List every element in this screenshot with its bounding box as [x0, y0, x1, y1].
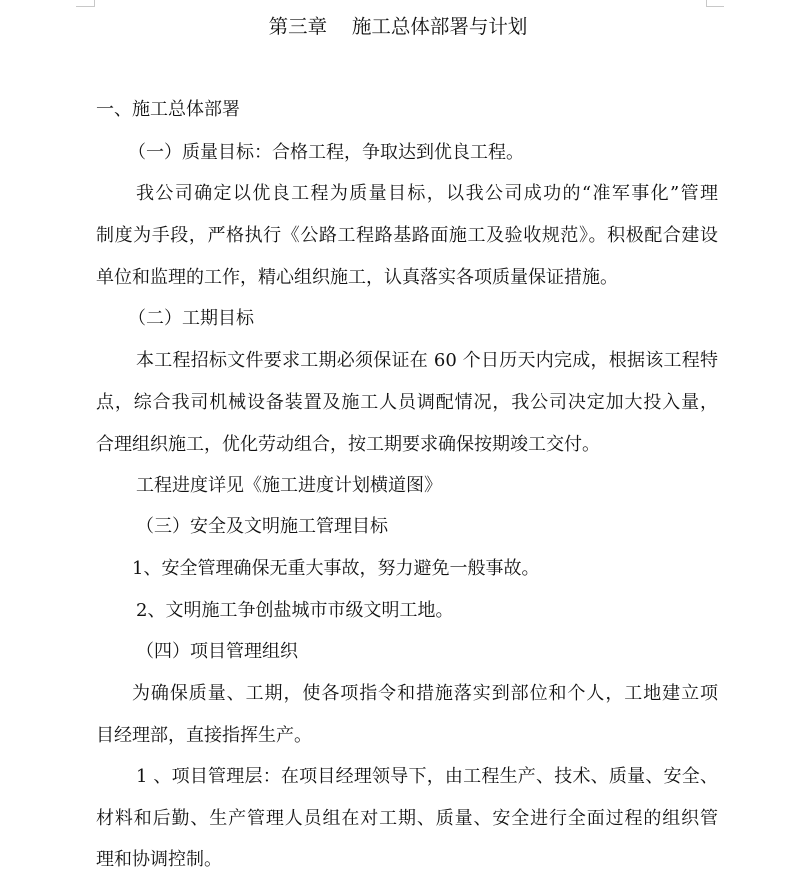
- subsection-heading-quality: （一）质量目标：合格工程，争取达到优良工程。: [128, 142, 524, 163]
- paragraph-line: 工程进度详见《施工进度计划横道图》: [136, 475, 442, 496]
- section-heading: 一、施工总体部署: [96, 99, 240, 120]
- crop-mark-top-right: [706, 0, 707, 7]
- paragraph-line: 材料和后勤、生产管理人员组在对工期、质量、安全进行全面过程的组织管: [96, 808, 718, 829]
- paragraph-line: 理和协调控制。: [96, 849, 222, 870]
- crop-mark-top-left: [94, 0, 95, 7]
- paragraph-line: 1 、项目管理层：在项目经理领导下，由工程生产、技术、质量、安全、: [136, 766, 718, 787]
- subsection-heading-schedule: （二）工期目标: [128, 308, 254, 329]
- paragraph-line: 合理组织施工，优化劳动组合，按工期要求确保按期竣工交付。: [96, 434, 600, 455]
- paragraph-line: 为确保质量、工期，使各项指令和措施落实到部位和个人，工地建立项: [132, 683, 718, 704]
- subsection-heading-safety: （三）安全及文明施工管理目标: [136, 516, 388, 537]
- paragraph-line: 单位和监理的工作，精心组织施工，认真落实各项质量保证措施。: [96, 267, 618, 288]
- paragraph-line: 制度为手段，严格执行《公路工程路基路面施工及验收规范》。积极配合建设: [96, 225, 718, 246]
- paragraph-line: 目经理部，直接指挥生产。: [96, 725, 312, 746]
- list-item: 2、文明施工争创盐城市市级文明工地。: [136, 600, 454, 621]
- paragraph-line: 本工程招标文件要求工期必须保证在 60 个日历天内完成，根据该工程特: [136, 350, 718, 371]
- chapter-title: 第三章 施工总体部署与计划: [268, 15, 528, 38]
- subsection-heading-organization: （四）项目管理组织: [136, 641, 298, 662]
- crop-mark-top-right: [706, 6, 724, 7]
- list-item: 1、安全管理确保无重大事故，努力避免一般事故。: [132, 558, 540, 579]
- paragraph-line: 点，综合我司机械设备装置及施工人员调配情况，我公司决定加大投入量，: [96, 392, 718, 413]
- paragraph-line: 我公司确定以优良工程为质量目标，以我公司成功的“准军事化”管理: [136, 183, 718, 204]
- crop-mark-top-left: [76, 6, 94, 7]
